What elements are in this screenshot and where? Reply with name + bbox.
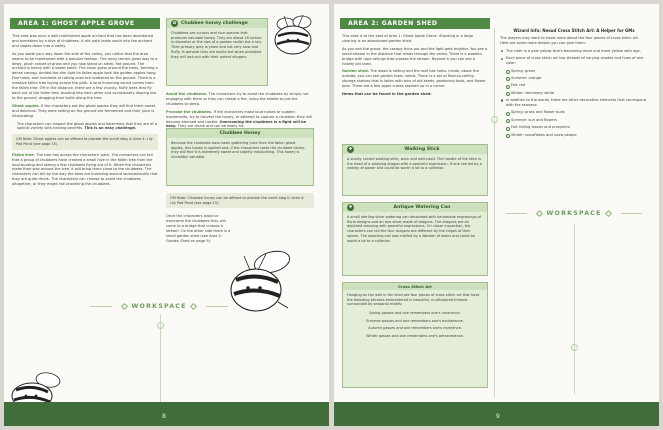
area1-header: AREA 1: GHOST APPLE GROVE xyxy=(10,18,160,29)
chubbee-honey-title: Chubbee Honey xyxy=(167,129,313,138)
walking-stick-title-bar xyxy=(343,145,487,154)
provoke-chubbees-subhead: Provoke the chubbees. xyxy=(166,109,213,114)
decorative-line-right xyxy=(574,224,575,394)
wizard-info-bullets-2 xyxy=(500,98,648,108)
provoke-chubbees-tail: They are drunk and can be easily hit. xyxy=(177,124,245,129)
cross-stitch-intro: Hanging on the wall in the shed are four pieces of cross stitch art that have the following phrases embroidered in beautiful, multicolored threads surrounded by seasonal motifs: xyxy=(347,293,480,307)
wizard-info-bullets xyxy=(500,49,648,66)
watering-can-title-bar xyxy=(343,203,487,212)
bullet-threads: Each piece of cross stitch art has threads of varying shades and hues of one color: xyxy=(500,56,648,66)
ghost-apples-subhead: Ghost apples. xyxy=(12,103,40,108)
provoke-chubbees-paragraph xyxy=(166,110,314,130)
avoid-chubbees-text: The characters try to avoid the chubbees by simply not engaging with them or they can create a fire, using the smoke to put the chubbees to sleep. xyxy=(166,92,309,106)
left-page xyxy=(4,4,329,426)
area1-description: As you wade your way down the side of the valley, you notice that the area seems to be maintained with a peculiar fashion. The rocky terrain gives way to a dewy, plush carpet of grass and you now stand on sleek, flat ground. The orchard is heavy with a sweet smell. The clean grass around the trees, forming a dense canopy. Amidst the dim light its fallen apple look like golden apples hang. Five trees, and hundreds of rotting ones are scattered on the ground. There is a massive fallen tree laying across the path. A loud humming sound comes from the fallen tree. Off in the distance, there are a few chunky, fluffy bees that fly back out of the fallen tree, buzzing into each other and occasionally dipping low to the ground, dragging their butts along the tree. xyxy=(12,51,158,100)
workspace-label-left: WORKSPACE xyxy=(131,302,187,310)
diamond-icon xyxy=(536,209,543,216)
walking-stick-title: Walking Stick xyxy=(404,147,440,152)
footer-band-left xyxy=(4,402,329,426)
chubbee-challenge-title: Chubbee honey challenge xyxy=(181,21,248,26)
walking-stick-box xyxy=(342,144,488,196)
workspace-left xyxy=(84,300,234,312)
watering-can-title: Antique Watering Can xyxy=(393,205,451,210)
bullet-motifs: In addition to the words, there are other decorative elements that correspond with the seasons: xyxy=(500,98,648,108)
wizard-info-intro: The players may want to know more about the four pieces of cross stitch art. Here are some more details you can give them: xyxy=(500,36,639,45)
garden-shed-paragraph xyxy=(342,69,488,89)
motif-summer: Summer: sun and flowers xyxy=(500,118,648,123)
wizard-info-title: Wizard Info: Nesud Cross Stitch Art: A Helper for GMs xyxy=(513,28,635,33)
season-item-summer: Summer passes and one remembers one's exuberance. xyxy=(366,318,464,323)
dragon-icon: ❖ xyxy=(348,205,353,210)
color-spring: Spring: green xyxy=(500,69,648,74)
right-page xyxy=(334,4,659,426)
workspace-rule-right xyxy=(621,213,642,214)
closing-paragraph: Once the characters avoid or overcome the chubbees they will come to a bridge that crosses a stream. On the other side there is a small garden shed (see Area 2: Garden Shed on page 9). xyxy=(166,214,231,243)
workspace-right xyxy=(500,207,648,219)
workspace-rule-left xyxy=(506,213,527,214)
paw-icon: ✿ xyxy=(172,21,177,26)
area2-header: AREA 2: GARDEN SHED xyxy=(340,18,490,29)
color-winter: Winter: shimmery white xyxy=(500,91,648,96)
left-col1 xyxy=(12,34,158,190)
bullet-cloth: The cloth is a pale yellow that's becoming more and more yellow with age. xyxy=(500,49,648,54)
footer-band-right xyxy=(334,402,659,426)
season-motifs-list xyxy=(500,110,648,137)
season-item-winter: Winter passes and one remembers one's perseverance. xyxy=(366,333,464,338)
walking-stick-text: A sturdy carved walking stick, worn and well-used. The handle of the stick is the head of a sleeping dragon with a peaceful expression. If one carried by a nearby of power and could be worth a lot to a collector. xyxy=(347,157,482,171)
color-fall: Fall: red xyxy=(500,83,648,88)
provoke-chubbees-text: If the characters make loud noises or sudden movements, try to harvest the honey, or attempt to capture a chubbee, they will become alarmed and hostile. xyxy=(166,109,312,124)
garden-shed-subhead: Garden shed. xyxy=(342,69,370,74)
motif-spring: Spring: grass and flower buds xyxy=(500,110,648,115)
area2-intro: This area is to the east of Area 1: Ghost Apple Grove. Standing in a large clearing is an abandoned garden shed. xyxy=(342,34,474,43)
column-divider xyxy=(494,28,495,398)
right-col2 xyxy=(500,28,648,140)
avoid-chubbees-paragraph xyxy=(166,92,314,107)
color-summer: Summer: orange xyxy=(500,76,648,81)
ghost-apples-detail xyxy=(12,122,158,132)
right-col1 xyxy=(342,34,488,100)
fallen-tree-subhead: Fallen tree. xyxy=(12,152,36,157)
ghost-apples-detail-text: The characters can inspect the ghost apples and determine that they are of a special variety with healing benefits. xyxy=(17,121,157,131)
page-number-right: 9 xyxy=(496,413,500,420)
cross-stitch-title: Cross Stitch Art xyxy=(343,283,487,290)
avoid-chubbees-subhead: Avoid the chubbees. xyxy=(166,92,208,96)
found-items-label-text: Items that can be found in the garden shed: xyxy=(342,92,432,97)
workspace-rule-left xyxy=(90,306,112,307)
chubbee-challenge-box xyxy=(166,18,268,86)
season-colors-list xyxy=(500,69,648,96)
motif-fall: Fall: falling leaves and pumpkins xyxy=(500,125,648,130)
diamond-icon xyxy=(605,209,612,216)
dragon-icon: ❖ xyxy=(348,147,353,152)
chubbee-challenge-title-bar xyxy=(167,19,267,28)
bee-illustration-top xyxy=(266,10,320,58)
decorative-circle xyxy=(491,116,498,123)
fallen-tree-text: The tree has across the characters' path. The characters can tell that a group of chubbees have created a small hive in the fallen tree from the loud buzzing and seeing a few chubbees flying out of it. When the characters make their way around the tree, it will bring them close to the chubbees. The characters can tell by the way the bees are bumbling around lackadaisically that they are quite drunk. The characters can choose to avoid the chubbees altogether, or they might risk provoking the chubbees. xyxy=(12,152,158,187)
chubbee-challenge-text: Chubbees are curious and nice species that produces valuable honey. They are about 18 inches in diameter or the size of a garden radish but a shy. Their primary prey is yeast and not very slow and fluffy. In general they are docile but when provoked they will lash out with their potent stingers. xyxy=(171,31,262,59)
found-items-label xyxy=(342,92,488,97)
season-item-autumn: Autumn passes and one remembers one's reverence. xyxy=(368,326,462,331)
garden-shed-text: The wood is rotting and the roof has holes. Inside, about the outside, you can see garden tools, seeds. There is a set of floor-to-ceiling storage shelves that is laden with bins of old seeds, gardening tools, and flower pots. There are a few apple crates stacked up in a corner. xyxy=(342,69,486,89)
provoke-chubbees-difficulty: Overcoming the chubbees is a fight will be easy. xyxy=(166,119,307,129)
cross-stitch-box xyxy=(342,282,488,388)
ghost-apples-difficulty: This is an easy challenge. xyxy=(84,126,137,131)
workspace-rule-right xyxy=(206,306,228,307)
gm-note-ghost-apples: GM Note: Ghost apples can be offered to placate the sunlit stag in Area 4: Lily Pad Pond (see page 15). xyxy=(12,134,158,149)
ghost-apples-paragraph xyxy=(12,104,158,119)
area1-intro: This area was once a well-maintained apple orchard that has been abandoned and overtaken by a hive of chubbees. A dirt path leads south into the orchard and slopes down into a valley. xyxy=(12,34,154,48)
workspace-label-right: WORKSPACE xyxy=(546,209,602,217)
chubbee-honey-box xyxy=(166,128,314,186)
area2-description: As you exit the grove, the canopy thins out and the light gets brighter. You see a small stream in the distance that winds through the valley. There is a wooden bridge with rope railings that crosses the stream. Beyond it you can see a rickety old shed. xyxy=(342,46,488,66)
season-item-spring: Spring passes and one remembers one's innocence. xyxy=(369,311,461,316)
chubbee-honey-text: Because the chubbees have been gathering juice from the fallen ghost apples, this honey is spoiled and, if the characters taste the chubbee honey, they will find it is extremely sweet and slightly intoxicating. This honey is incredibly valuable. xyxy=(171,141,306,160)
decorative-circle-right xyxy=(571,344,578,351)
bee-illustration-large xyxy=(226,248,306,316)
ghost-apples-text: If the characters eat the ghost apples they will find them sweet and delicious. They were rotting on the ground are fermented and their juice is intoxicating. xyxy=(12,103,156,118)
decorative-circle xyxy=(157,322,164,329)
fallen-tree-paragraph xyxy=(12,153,158,187)
gm-note-chubbee-honey: GM Note: Chubbee honey can be offered to placate the sunlit stag in Area 4: Lily Pad Pond (see page 15). xyxy=(166,193,314,208)
page-number-left: 8 xyxy=(162,413,166,420)
left-col2 xyxy=(166,92,314,132)
watering-can-box xyxy=(342,202,488,276)
watering-can-text: A small sterling silver watering can decorated with handmade engravings of floral designs and an eye-silver-made of dragons. The dragons are all depicted sleeping with peaceful expressions. On closer inspection, the characters can tell the four dragons are different by the ridges of their spines. The watering can was crafted by a Warden of lowns and could be worth a lot to a collector. xyxy=(347,215,481,243)
diamond-icon xyxy=(190,302,197,309)
motif-winter: Winter: snowflakes and snow people xyxy=(500,133,648,138)
diamond-icon xyxy=(121,302,128,309)
